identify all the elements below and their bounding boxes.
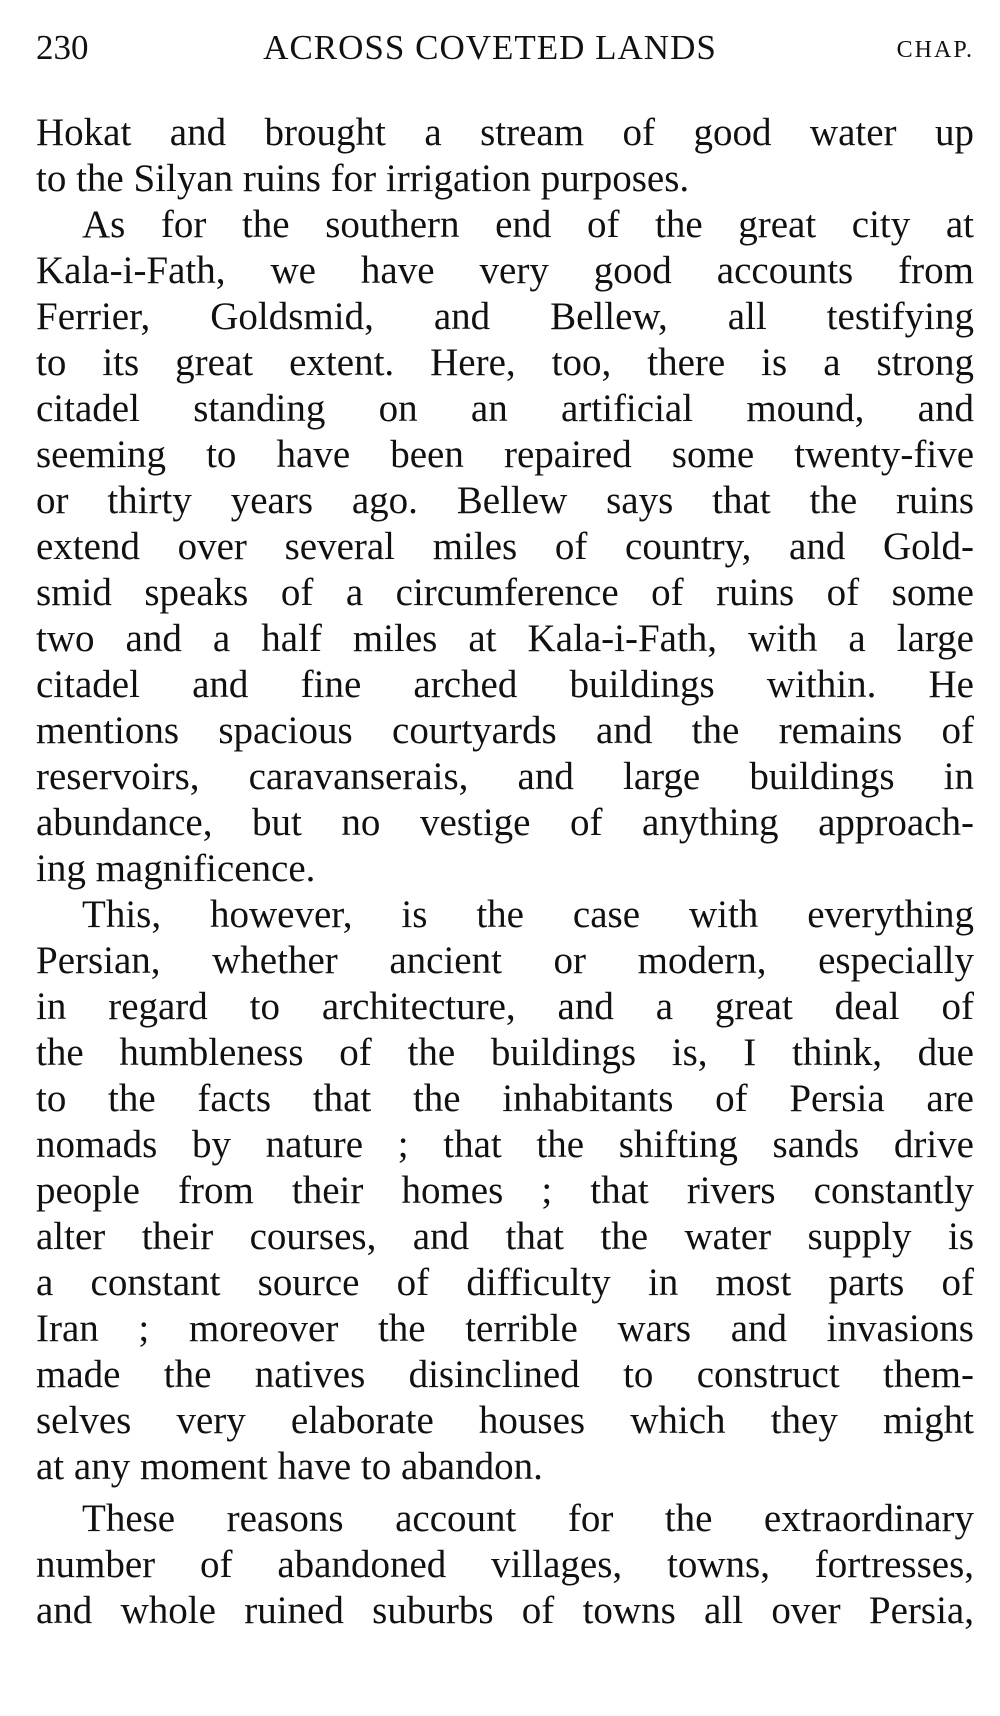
text-line: Iran ; moreover the terrible wars and invasions	[36, 1307, 974, 1350]
text-line: made the natives disinclined to construct them-	[36, 1353, 974, 1396]
text-line: seeming to have been repaired some twenty-five	[36, 433, 974, 476]
text-line: citadel and fine arched buildings within. He	[36, 663, 974, 706]
text-line: Kala-i-Fath, we have very good accounts from	[36, 249, 974, 292]
paragraph-1	[36, 110, 974, 202]
text-line: or thirty years ago. Bellew says that the ruins	[36, 479, 974, 522]
text-line: Hokat and brought a stream of good water up	[36, 111, 974, 154]
text-line: Ferrier, Goldsmid, and Bellew, all testifying	[36, 295, 974, 338]
paragraph-2	[36, 202, 974, 892]
text-line: smid speaks of a circumference of ruins of some	[36, 571, 974, 614]
text-line: reservoirs, caravanserais, and large buildings in	[36, 755, 974, 798]
text-line: to the facts that the inhabitants of Persia are	[36, 1077, 974, 1120]
text-line: This, however, is the case with everything	[82, 893, 974, 936]
running-head	[36, 26, 974, 70]
book-title: ACROSS COVETED LANDS	[263, 28, 717, 67]
text-line: As for the southern end of the great city at	[82, 203, 974, 246]
text-line: nomads by nature ; that the shifting sands drive	[36, 1123, 974, 1166]
text-line: to the Silyan ruins for irrigation purposes.	[36, 157, 690, 200]
chapter-label: CHAP.	[896, 37, 974, 63]
text-line: citadel standing on an artificial mound, and	[36, 387, 974, 430]
text-line: to its great extent. Here, too, there is a strong	[36, 341, 974, 384]
text-line: the humbleness of the buildings is, I think, due	[36, 1031, 974, 1074]
text-line: mentions spacious courtyards and the remains of	[36, 709, 974, 752]
text-line: abundance, but no vestige of anything approach-	[36, 801, 974, 844]
text-line: alter their courses, and that the water supply is	[36, 1215, 974, 1258]
text-line: two and a half miles at Kala-i-Fath, with a large	[36, 617, 974, 660]
text-line: Persian, whether ancient or modern, especially	[36, 939, 974, 982]
text-line: extend over several miles of country, and Gold-	[36, 525, 974, 568]
text-line: ing magnificence.	[36, 847, 316, 890]
page-number: 230	[36, 28, 89, 67]
text-line: selves very elaborate houses which they might	[36, 1399, 974, 1442]
book-page	[36, 0, 974, 1716]
text-line: a constant source of difficulty in most parts of	[36, 1261, 974, 1304]
text-line: and whole ruined suburbs of towns all over Persia,	[36, 1589, 974, 1632]
body-text	[36, 110, 974, 1634]
text-line: in regard to architecture, and a great deal of	[36, 985, 974, 1028]
text-line: These reasons account for the extraordinary	[82, 1497, 974, 1540]
text-line: people from their homes ; that rivers constantly	[36, 1169, 974, 1212]
text-line: at any moment have to abandon.	[36, 1445, 543, 1488]
text-line: number of abandoned villages, towns, fortresses,	[36, 1543, 974, 1586]
paragraph-4	[36, 1496, 974, 1634]
paragraph-3	[36, 892, 974, 1490]
